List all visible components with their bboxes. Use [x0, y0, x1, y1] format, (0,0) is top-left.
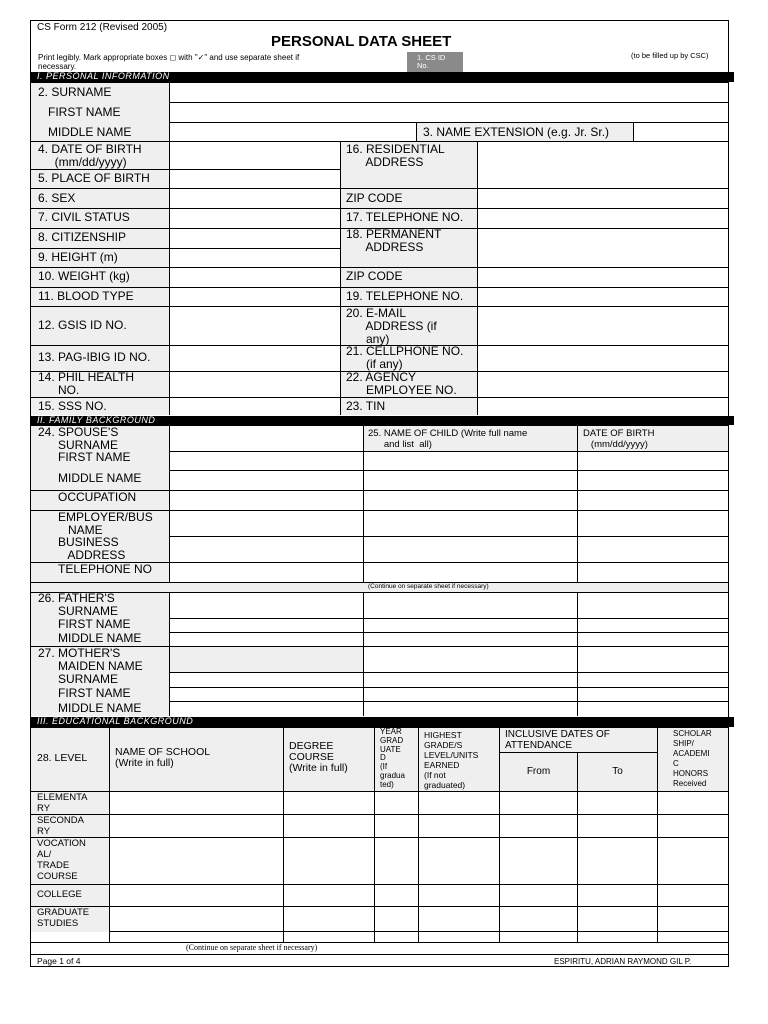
name-extension-input[interactable] — [634, 123, 728, 141]
permanent-address-label: 18. PERMANENT ADDRESS — [346, 227, 442, 254]
first-name-input[interactable] — [170, 103, 728, 122]
tin-label: 23. TIN — [346, 399, 386, 413]
col-to-header: To — [612, 766, 623, 777]
children-names-input[interactable] — [364, 452, 577, 582]
cs-id-label-box — [407, 52, 463, 72]
col-highest-header: HIGHEST GRADE/S LEVEL/UNITS EARNED (If not graduated) — [424, 730, 479, 790]
father-first-name-input[interactable] — [170, 619, 363, 632]
business-address-label: BUSINESS ADDRESS — [58, 535, 126, 562]
level-vocational: VOCATION AL/ TRADE COURSE — [37, 838, 86, 882]
child-dob-header: DATE OF BIRTH (mm/dd/yyyy) — [583, 428, 655, 450]
spouse-surname-input[interactable] — [170, 426, 363, 451]
employer-label: EMPLOYER/BUS NAME — [58, 510, 153, 537]
surname-input[interactable] — [170, 83, 728, 102]
section-personal-information: I. PERSONAL INFORMATION — [31, 72, 734, 82]
form-code: CS Form 212 (Revised 2005) — [37, 22, 168, 33]
col-scholar-header: SCHOLAR SHIP/ ACADEMI C HONORS Received — [673, 729, 712, 788]
sss-label: 15. SSS NO. — [38, 399, 107, 413]
occupation-label: OCCUPATION — [58, 490, 137, 504]
father-surname-label: 26. FATHER'S SURNAME — [38, 591, 119, 618]
col-dates-header: INCLUSIVE DATES OF ATTENDANCE — [505, 729, 610, 751]
mother-first-name-label: FIRST NAME — [58, 686, 131, 700]
family-continue-note: (Continue on separate sheet if necessary) — [368, 583, 489, 590]
business-address-input[interactable] — [170, 537, 363, 562]
form-title: PERSONAL DATA SHEET — [271, 33, 452, 50]
secondary-row-input[interactable] — [110, 815, 728, 837]
first-name-label: FIRST NAME — [48, 105, 121, 119]
graduate-row-input[interactable] — [110, 907, 728, 931]
section-educational-background: III. EDUCATIONAL BACKGROUND — [31, 717, 734, 727]
employer-input[interactable] — [170, 511, 363, 536]
name-extension-label: 3. NAME EXTENSION (e.g. Jr. Sr.) — [423, 125, 610, 139]
citizenship-label: 8. CITIZENSHIP — [38, 230, 127, 244]
spouse-surname-label: 24. SPOUSE'S SURNAME — [38, 425, 119, 452]
philhealth-label: 14. PHIL HEALTH NO. — [38, 370, 135, 397]
section-family-background: II. FAMILY BACKGROUND — [31, 416, 734, 425]
civil-status-label: 7. CIVIL STATUS — [38, 210, 130, 224]
col-degree-header: DEGREE COURSE (Write in full) — [289, 740, 348, 774]
cellphone-label: 21. CELLPHONE NO. (if any) — [346, 344, 464, 371]
occupation-input[interactable] — [170, 491, 363, 510]
blood-type-label: 11. BLOOD TYPE — [38, 289, 134, 303]
level-secondary: SECONDA RY — [37, 815, 84, 837]
col-school-header: NAME OF SCHOOL (Write in full) — [115, 746, 211, 769]
spouse-telephone-input[interactable] — [170, 563, 363, 582]
mother-maiden-name-label: 27. MOTHER'S MAIDEN NAME — [38, 646, 143, 673]
father-middle-name-input[interactable] — [170, 633, 363, 646]
csc-note: (to be filled up by CSC) — [631, 51, 709, 60]
vocational-row-input[interactable] — [110, 838, 728, 884]
page-number: Page 1 of 4 — [37, 956, 81, 966]
college-row-input[interactable] — [110, 885, 728, 906]
spouse-first-name-label: FIRST NAME — [58, 450, 131, 464]
father-first-name-label: FIRST NAME — [58, 617, 131, 631]
gsis-label: 12. GSIS ID NO. — [38, 318, 127, 332]
mother-surname-input[interactable] — [170, 673, 363, 687]
col-level-header: 28. LEVEL — [37, 752, 88, 764]
spouse-telephone-label: TELEPHONE NO — [58, 562, 153, 576]
middle-name-label: MIDDLE NAME — [48, 125, 132, 139]
sex-label: 6. SEX — [38, 191, 76, 205]
col-from-header: From — [526, 766, 551, 777]
elementary-row-input[interactable] — [110, 792, 728, 814]
height-label: 9. HEIGHT (m) — [38, 250, 118, 264]
place-of-birth-label: 5. PLACE OF BIRTH — [38, 171, 150, 185]
education-continue-note: (Continue on separate sheet if necessary) — [186, 943, 318, 952]
children-dob-input[interactable] — [578, 452, 728, 582]
col-year-header: YEAR GRAD UATE D (If gradua ted) — [380, 727, 405, 789]
telephone-2-label: 19. TELEPHONE NO. — [346, 289, 464, 303]
zip-code-1-label: ZIP CODE — [346, 191, 403, 205]
middle-name-input[interactable] — [170, 123, 416, 141]
pagibig-label: 13. PAG-IBIG ID NO. — [38, 350, 151, 364]
mother-surname-label: SURNAME — [58, 672, 119, 686]
applicant-name: ESPIRITU, ADRIAN RAYMOND GIL P. — [554, 957, 692, 966]
father-surname-input[interactable] — [170, 593, 363, 618]
children-header: 25. NAME OF CHILD (Write full name and list all) — [368, 428, 528, 450]
form-instructions: Print legibly. Mark appropriate boxes ◻ with "✓" and use separate sheet if necessary. — [38, 53, 300, 71]
email-label: 20. E-MAIL ADDRESS (if any) — [346, 306, 437, 346]
cs-id-label: 1. CS ID No. — [417, 53, 446, 70]
residential-address-label: 16. RESIDENTIAL ADDRESS — [346, 142, 445, 169]
spouse-middle-name-label: MIDDLE NAME — [58, 471, 142, 485]
surname-label: 2. SURNAME — [38, 85, 112, 99]
weight-label: 10. WEIGHT (kg) — [38, 269, 130, 283]
mother-middle-name-label: MIDDLE NAME — [58, 701, 142, 715]
level-college: COLLEGE — [37, 889, 82, 900]
spouse-middle-name-input[interactable] — [170, 471, 363, 490]
spouse-first-name-input[interactable] — [170, 452, 363, 470]
father-middle-name-label: MIDDLE NAME — [58, 631, 142, 645]
mother-middle-name-input[interactable] — [170, 702, 363, 716]
mother-first-name-input[interactable] — [170, 688, 363, 701]
date-of-birth-label: 4. DATE OF BIRTH (mm/dd/yyyy) — [38, 142, 142, 169]
level-graduate: GRADUATE STUDIES — [37, 907, 90, 929]
level-elementary: ELEMENTA RY — [37, 792, 88, 814]
telephone-1-label: 17. TELEPHONE NO. — [346, 210, 464, 224]
zip-code-2-label: ZIP CODE — [346, 269, 403, 283]
agency-employee-label: 22. AGENCY EMPLOYEE NO. — [346, 370, 457, 397]
personal-data-sheet — [30, 20, 729, 967]
